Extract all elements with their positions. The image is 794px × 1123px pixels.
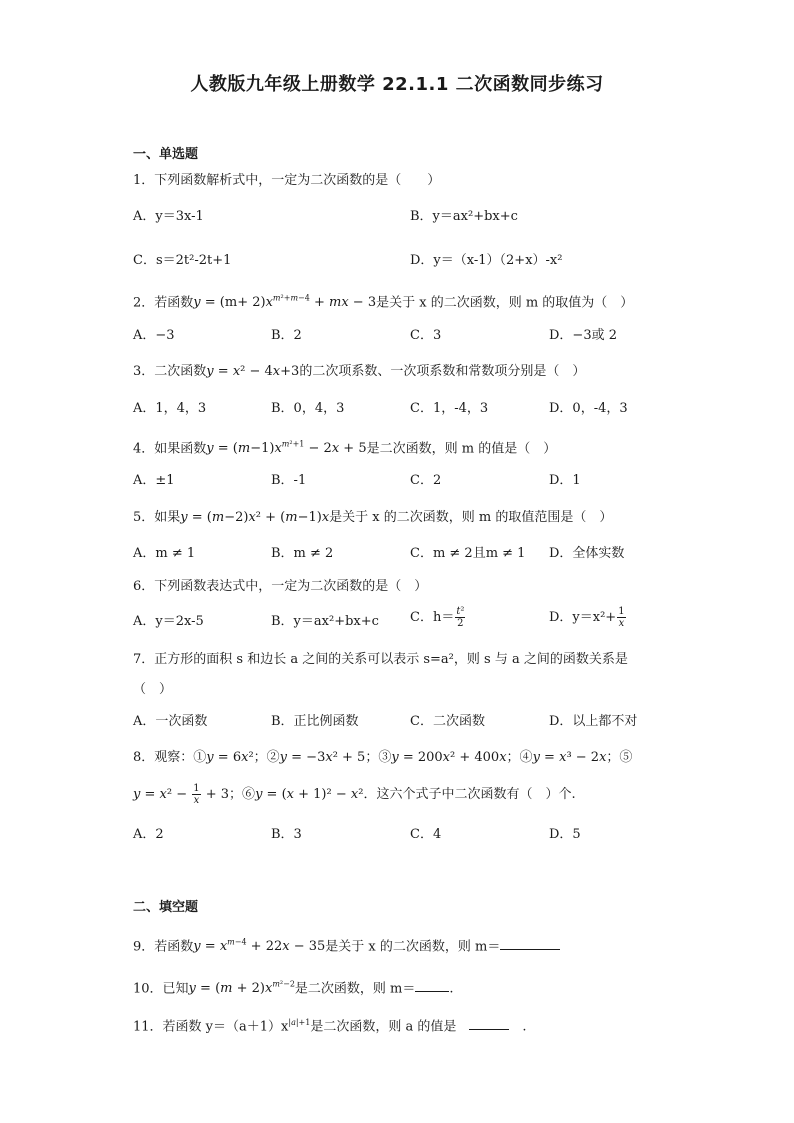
question-7-option-b: B．正比例函数 [271, 714, 359, 729]
question-9-answer-blank[interactable] [500, 937, 560, 950]
question-4-stem-post: 是二次函数，则 m 的值是（ ） [366, 441, 557, 457]
question-3-stem [133, 363, 585, 381]
question-4-option-b: B．-1 [271, 473, 307, 488]
question-2-option-d: D．−3或 2 [549, 328, 617, 343]
question-9-stem-pre: 9．若函数 [133, 939, 194, 955]
question-8-formulas-line1: ①y = 6x²；②y = −3x² + 5；③y = 200x² + 400x；④y = x³ − 2x；⑤ [193, 750, 633, 765]
question-9-formula: $y = x^{m-4} + 22x - 35$ [193, 938, 326, 955]
question-10-stem-post: 是二次函数，则 m＝ [294, 981, 416, 997]
question-1-option-b: B．y＝ax²+bx+c [410, 209, 518, 224]
question-7-option-d: D．以上都不对 [549, 714, 638, 729]
question-9-stem [133, 934, 560, 956]
question-3-formula: y = x² − 4x+3 [206, 364, 300, 379]
question-11-exponent: |a|+1 [288, 1018, 311, 1027]
question-4-option-d: D．1 [549, 473, 581, 488]
question-7-option-c: C．二次函数 [410, 714, 485, 729]
question-3-option-a: A．1，4，3 [133, 401, 207, 416]
question-6-option-c [410, 606, 466, 629]
question-5-stem [133, 509, 612, 527]
question-8-option-b: B．3 [271, 827, 302, 842]
question-11-answer-blank[interactable] [469, 1017, 509, 1030]
question-6-stem: 6．下列函数表达式中，一定为二次函数的是（ ） [133, 579, 428, 594]
question-4-option-c: C．2 [410, 473, 442, 488]
question-10-answer-blank[interactable] [415, 979, 449, 992]
question-4-formula: $y = (m-1)x^{m^2+1} - 2x + 5$ [206, 440, 367, 457]
question-6-option-c-label: C．h＝ [410, 610, 455, 625]
question-8-option-d: D．5 [549, 827, 581, 842]
page-title: 人教版九年级上册数学 22.1.1 二次函数同步练习 [190, 74, 604, 95]
question-3-option-d: D．0，-4，3 [549, 401, 628, 416]
question-6-option-d-label: D．y＝x²+ [549, 610, 617, 625]
question-5-option-b: B．m ≠ 2 [271, 546, 334, 561]
question-8-option-a: A．2 [133, 827, 164, 842]
question-11-stem-pre: 11．若函数 y＝（a＋1）x [133, 1019, 289, 1035]
question-6-option-a: A．y＝2x-5 [133, 614, 204, 629]
fraction-1-over-x-q8: $\frac{1}{x}$ [193, 783, 200, 806]
fraction-t2-over-2: $\frac{\text{t²}}{2}$ [456, 606, 465, 629]
question-11-stem: 11．若函数 $y=(a+1)x^{|a|+1}$是二次函数，则 a 的值是 . [133, 1018, 527, 1035]
question-5-formula: y = (m−2)x² + (m−1)x [180, 510, 330, 525]
question-8-stem [133, 749, 632, 767]
question-11-stem-post: 是二次函数，则 a 的值是 [310, 1019, 457, 1035]
question-4-stem-pre: 4．如果函数 [133, 441, 207, 457]
question-8-option-c: C．4 [410, 827, 442, 842]
question-2-option-a: A．−3 [133, 328, 175, 343]
question-9-stem-post: 是关于 x 的二次函数，则 m＝ [325, 939, 501, 955]
question-5-option-a: A．m ≠ 1 [133, 546, 196, 561]
question-2-stem-post: 是关于 x 的二次函数，则 m 的取值为（ ） [376, 295, 634, 311]
section-heading-fill-in: 二、填空题 [133, 900, 199, 915]
question-2-stem-pre: 2．若函数 [133, 295, 194, 311]
question-1-option-d: D．y＝（x-1）（2+x）-x² [410, 253, 563, 268]
question-6-option-b: B．y＝ax²+bx+c [271, 614, 379, 629]
question-7-stem-continued: （ ） [133, 682, 173, 697]
question-3-stem-post: 的二次项系数、一次项系数和常数项分别是（ ） [299, 364, 586, 379]
question-1-option-c: C．s＝2t²-2t+1 [133, 253, 232, 268]
question-10-stem-pre: 10．已知 [133, 981, 189, 997]
question-7-stem: 7．正方形的面积 s 和边长 a 之间的关系可以表示 s=a²，则 s 与 a 之间的函数关系是 [133, 652, 628, 667]
question-8-formulas-line2: y = x² − $\frac{1}{x}$ + 3；⑥y = (x + 1)² − x² [133, 783, 364, 806]
question-5-stem-pre: 5．如果 [133, 510, 181, 525]
question-4-stem [133, 436, 556, 458]
question-8-stem-post: ．这六个式子中二次函数有（ ）个. [363, 787, 576, 802]
question-1-stem: 1．下列函数解析式中，一定为二次函数的是（ ） [133, 173, 441, 188]
question-5-option-c: C．m ≠ 2且m ≠ 1 [410, 546, 526, 561]
question-10-formula: $y = (m + 2)x^{m^2-2}$ [188, 980, 295, 997]
question-5-option-d: D．全体实数 [549, 546, 625, 561]
fraction-1-over-x: $\frac{1}{x}$ [618, 606, 625, 629]
question-4-option-a: A．±1 [133, 473, 175, 488]
question-3-stem-pre: 3．二次函数 [133, 364, 207, 379]
question-1-option-a: A．y＝3x-1 [133, 209, 204, 224]
question-10-stem: 10．已知$y = (m + 2)x^{m^2-2}$是二次函数，则 m＝ . [133, 980, 454, 997]
question-6-option-d [549, 606, 627, 629]
question-8-stem-line2 [133, 783, 576, 806]
question-5-stem-post: 是关于 x 的二次函数，则 m 的取值范围是（ ） [329, 510, 613, 525]
question-3-option-c: C．1，-4，3 [410, 401, 489, 416]
question-2-option-b: B．2 [271, 328, 302, 343]
question-2-formula: $y = (m+ 2)x^{m^2+m-4}$ + mx − 3 [193, 294, 377, 311]
question-2-stem [133, 290, 633, 312]
section-heading-single-choice: 一、单选题 [133, 147, 199, 162]
question-2-option-c: C．3 [410, 328, 442, 343]
question-8-stem-pre: 8．观察： [133, 750, 194, 765]
question-3-option-b: B．0，4，3 [271, 401, 345, 416]
question-7-option-a: A．一次函数 [133, 714, 208, 729]
